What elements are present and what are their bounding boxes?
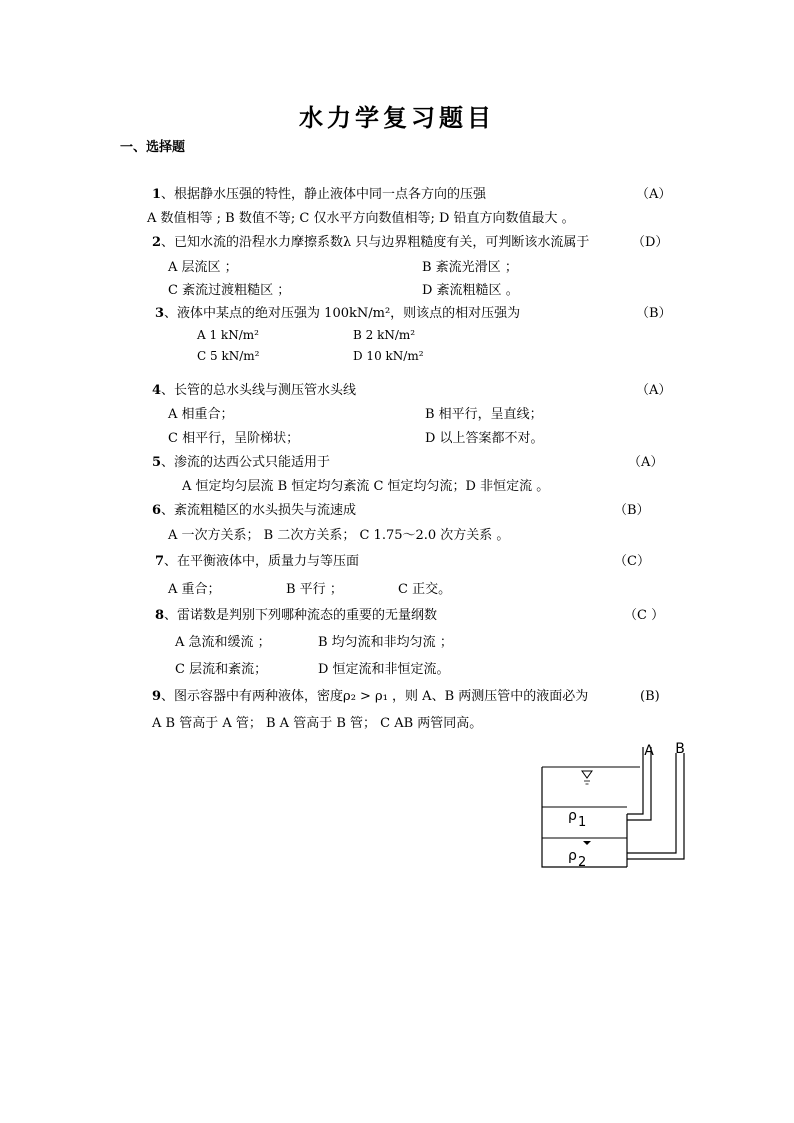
question-3-stem (155, 306, 520, 322)
question-2-number: 2 (152, 235, 162, 250)
question-9-number: 9 (152, 689, 162, 704)
question-2-option-c: C 紊流过渡粗糙区 ； (168, 283, 291, 298)
question-1-text: 、根据静水压强的特性，静止液体中同一点各方向的压强 (161, 187, 487, 202)
question-5-answer: （A） (628, 455, 664, 470)
question-4-text: 、长管的总水头线与测压管水头线 (161, 383, 357, 398)
question-5-text: 、渗流的达西公式只能适用于 (161, 455, 331, 470)
tube-b-label: B (675, 741, 685, 757)
question-9-text: 、图示容器中有两种液体，密度ρ₂ > ρ₁ ，则 A、B 两测压管中的液面必为 (161, 689, 589, 704)
page-title: 水力学复习题目 (299, 103, 495, 132)
question-8-option-d: D 恒定流和非恒定流。 (318, 662, 450, 677)
rho2-symbol: ρ (568, 848, 577, 864)
question-9-options: A B 管高于 A 管； B A 管高于 B 管； C AB 两管同高。 (152, 716, 483, 731)
question-7-stem (155, 554, 359, 570)
question-3-text: 、液体中某点的绝对压强为 100kN/m²，则该点的相对压强为 (164, 306, 521, 321)
section-heading: 一、选择题 (120, 140, 186, 155)
question-6-stem (152, 503, 356, 519)
question-7-answer: （C） (614, 554, 650, 569)
question-6-options: A 一次方关系； B 二次方关系； C 1.75～2.0 次方关系 。 (168, 528, 510, 543)
question-8-text: 、雷诺数是判别下列哪种流态的重要的无量纲数 (164, 608, 438, 623)
rho2-subscript: 2 (578, 855, 587, 870)
question-7-option-a: A 重合； (168, 582, 221, 597)
question-6-text: 、紊流粗糙区的水头损失与流速成 (161, 503, 357, 518)
question-4-option-c: C 相平行，呈阶梯状； (168, 431, 300, 446)
question-9-answer: (B) (640, 689, 660, 704)
question-7-option-b: B 平行 ； (286, 582, 343, 597)
rho1-symbol: ρ (568, 808, 577, 824)
question-1-stem (152, 187, 486, 203)
question-3-option-a: A 1 kN/m² (197, 328, 259, 342)
question-2-answer: （D） (632, 235, 669, 250)
question-8-option-c: C 层流和紊流； (175, 662, 268, 677)
question-4-option-b: B 相平行，呈直线； (425, 407, 543, 422)
question-5-options: A 恒定均匀层流 B 恒定均匀紊流 C 恒定均匀流；D 非恒定流 。 (182, 479, 550, 494)
question-7-number: 7 (155, 554, 165, 569)
question-3-number: 3 (155, 306, 165, 321)
question-1-number: 1 (152, 187, 162, 202)
question-3-answer: （B） (636, 306, 672, 321)
question-8-number: 8 (155, 608, 165, 623)
question-9-stem (152, 689, 588, 705)
question-4-option-d: D 以上答案都不对。 (425, 431, 544, 446)
question-5-number: 5 (152, 455, 162, 470)
question-8-answer: （C ） (624, 608, 665, 623)
free-surface-symbol (582, 771, 592, 778)
question-2-option-a: A 层流区 ； (168, 260, 238, 275)
question-5-stem (152, 455, 330, 471)
question-4-stem (152, 383, 356, 399)
question-7-option-c: C 正交。 (398, 582, 452, 597)
question-1-answer: （A） (636, 187, 672, 202)
question-8-option-b: B 均匀流和非均匀流 ； (318, 635, 453, 650)
question-6-number: 6 (152, 503, 162, 518)
interface-symbol (583, 841, 591, 845)
question-3-option-c: C 5 kN/m² (197, 349, 260, 363)
question-8-stem (155, 608, 437, 624)
manometer-figure (530, 735, 700, 875)
tube-a (627, 747, 643, 814)
rho1-subscript: 1 (578, 815, 587, 830)
question-4-number: 4 (152, 383, 162, 398)
tube-a-label: A (644, 743, 654, 759)
question-7-text: 、在平衡液体中，质量力与等压面 (164, 554, 360, 569)
question-2-option-d: D 紊流粗糙区 。 (422, 283, 519, 298)
question-1-options: A 数值相等 ; B 数值不等; C 仅水平方向数值相等; D 铅直方向数值最大 。 (147, 211, 575, 226)
question-6-answer: （B） (614, 503, 650, 518)
question-8-option-a: A 急流和缓流 ； (175, 635, 271, 650)
question-3-option-b: B 2 kN/m² (353, 328, 416, 342)
question-2-stem (152, 235, 589, 251)
question-3-option-d: D 10 kN/m² (353, 349, 424, 363)
question-2-option-b: B 紊流光滑区 ； (422, 260, 518, 275)
question-2-text: 、已知水流的沿程水力摩擦系数λ 只与边界粗糙度有关，可判断该水流属于 (161, 235, 590, 250)
question-4-option-a: A 相重合； (168, 407, 234, 422)
question-4-answer: （A） (636, 383, 672, 398)
